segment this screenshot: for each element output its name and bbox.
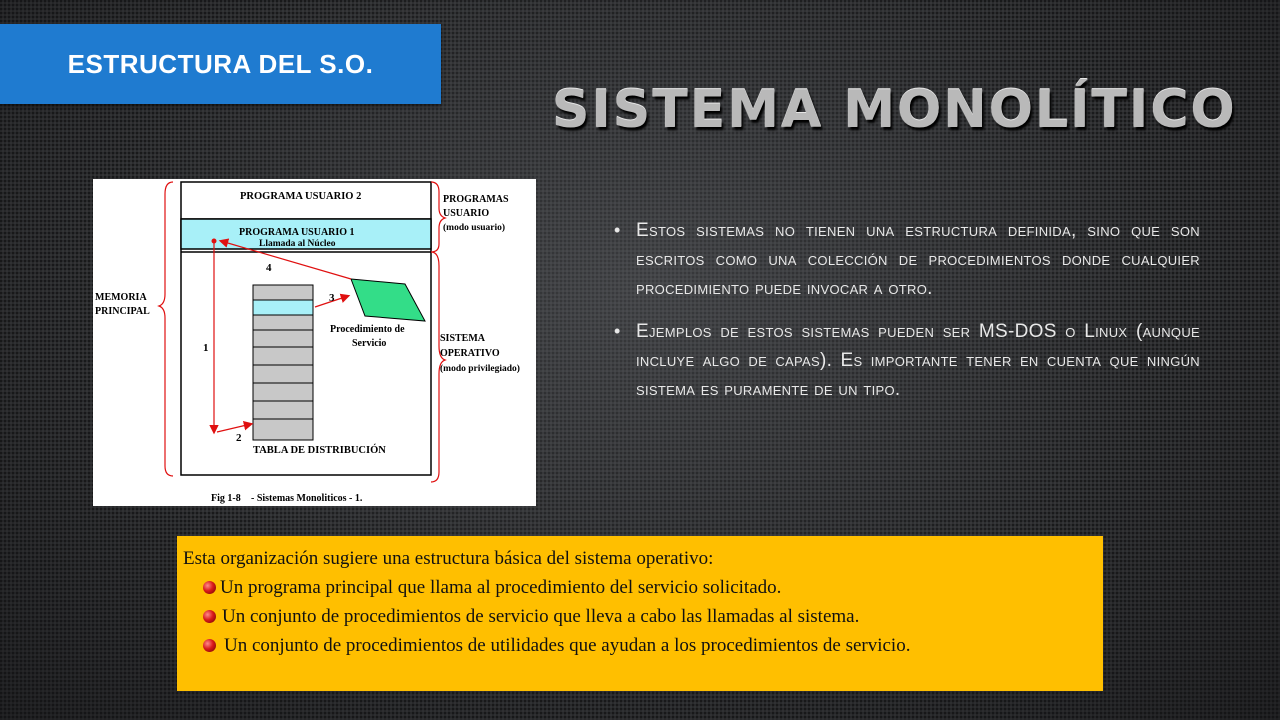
slide-title: SISTEMA MONOLÍTICO [552, 80, 1237, 140]
red-ball-icon [203, 581, 216, 594]
note-item [183, 573, 1097, 602]
label-programas: PROGRAMAS [443, 194, 509, 205]
note-box [177, 536, 1103, 691]
bullet-dot-icon: • [614, 220, 621, 240]
monolithic-diagram [93, 179, 536, 506]
caption-text: - Sistemas Monoliticos - 1. [251, 493, 363, 504]
label-usuario: USUARIO [443, 208, 490, 219]
label-modo-privilegiado: (modo privilegiado) [440, 364, 520, 374]
label-sistema: SISTEMA [440, 333, 486, 344]
red-ball-icon [203, 639, 216, 652]
caption-fig-number: Fig 1-8 [211, 493, 241, 504]
memory-brace [159, 182, 173, 476]
label-modo-usuario: (modo usuario) [443, 223, 506, 233]
label-step-4: 4 [266, 262, 272, 274]
label-step-3: 3 [329, 292, 335, 304]
label-procedimiento: Procedimiento de [330, 324, 405, 335]
note-item-text: Un programa principal que llama al procedimiento del servicio solicitado. [220, 577, 782, 598]
note-intro: Esta organización sugiere una estructura básica del sistema operativo: [183, 548, 714, 569]
bullet-text: Estos sistemas no tienen una estructura definida, sino que son escritos como una colección de procedimientos donde cualquier procedimiento puede invocar a otro. [636, 220, 1200, 299]
bullet-list [614, 216, 1200, 418]
red-ball-icon [203, 610, 216, 623]
label-memoria: MEMORIA [95, 292, 147, 303]
bullet-item [614, 317, 1200, 404]
diagram-svg [93, 179, 536, 506]
label-servicio: Servicio [352, 338, 387, 349]
section-badge-label: ESTRUCTURA DEL S.O. [67, 48, 374, 79]
label-step-2: 2 [236, 432, 242, 444]
label-programa-usuario-2: PROGRAMA USUARIO 2 [240, 191, 362, 202]
note-item-text: Un conjunto de procedimientos de servicio que lleva a cabo las llamadas al sistema. [222, 606, 860, 627]
bullet-item [614, 216, 1200, 303]
label-operativo: OPERATIVO [440, 348, 500, 359]
label-tabla-distribucion: TABLA DE DISTRIBUCIÓN [253, 445, 386, 456]
note-item [183, 631, 1097, 660]
label-principal: PRINCIPAL [95, 306, 150, 317]
label-step-1: 1 [203, 342, 209, 354]
note-item [183, 602, 1097, 631]
bullet-dot-icon: • [614, 321, 621, 341]
note-item-text: Un conjunto de procedimientos de utilidades que ayudan a los procedimientos de servicio. [224, 635, 911, 656]
label-programa-usuario-1: PROGRAMA USUARIO 1 [239, 227, 355, 238]
distribution-table [253, 285, 313, 440]
section-badge [0, 24, 441, 104]
bullet-text: Ejemplos de estos sistemas pueden ser MS-DOS o Linux (aunque incluye algo de capas). Es importante tener en cuenta que ningún sistema es puramente de un tipo. [636, 321, 1200, 400]
label-llamada-nucleo: Llamada al Núcleo [259, 239, 336, 249]
